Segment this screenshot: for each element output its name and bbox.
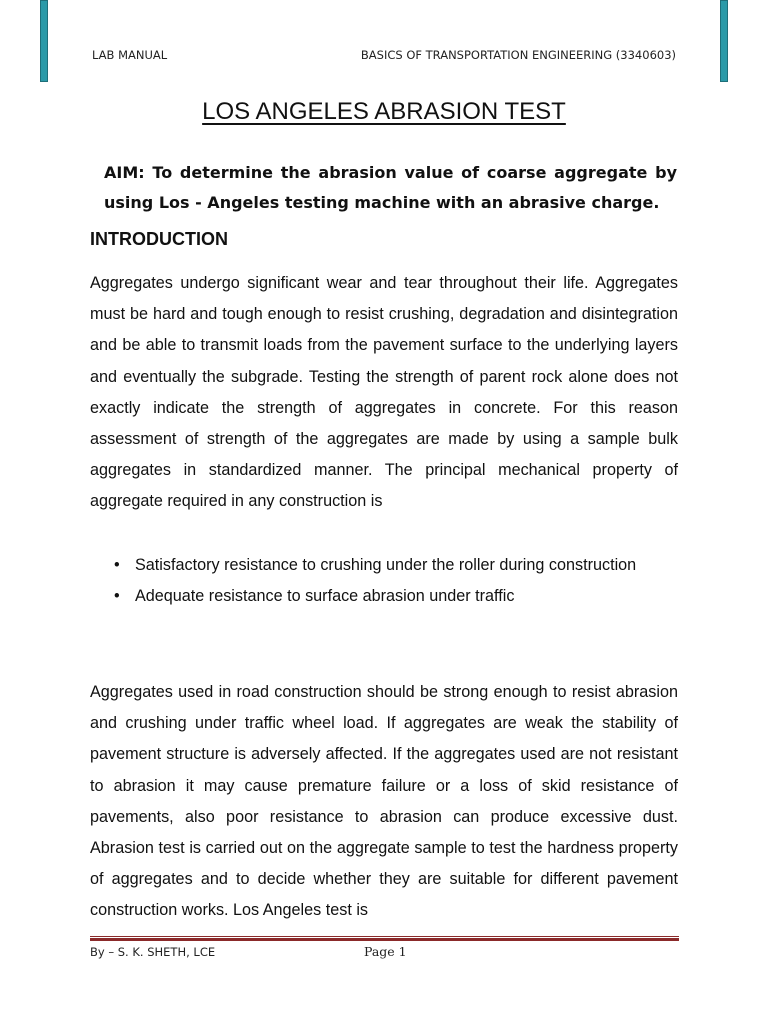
right-margin-bar bbox=[720, 0, 728, 82]
header-left-text: LAB MANUAL bbox=[92, 48, 168, 62]
footer-author: By – S. K. SHETH, LCE bbox=[90, 945, 216, 959]
header-right-text: BASICS OF TRANSPORTATION ENGINEERING (3340603) bbox=[360, 48, 676, 62]
list-item-text: Satisfactory resistance to crushing under the roller during construction bbox=[135, 556, 637, 574]
introduction-paragraph-2: Aggregates used in road construction should be strong enough to resist abrasion and crushing under traffic wheel load. If aggregates are weak the stability of pavement structure is adversely affected. If the aggregates used are not resistant to abrasion it may cause premature failure or a loss of skid resistance of pavements, also poor resistance to abrasion can produce excessive dust. Abrasion test is carried out on the aggregate sample to test the hardness property of aggregates and to decide whether they are suitable for different pavement construction works. Los Angeles test is bbox=[90, 683, 678, 920]
list-item bbox=[90, 581, 678, 612]
introduction-heading: INTRODUCTION bbox=[90, 229, 228, 249]
list-item-text: Adequate resistance to surface abrasion under traffic bbox=[135, 587, 515, 606]
aim-statement: AIM: To determine the abrasion value of coarse aggregate by using Los - Angeles testing machine with an abrasive charge. bbox=[104, 163, 677, 212]
introduction-paragraph-1: Aggregates undergo significant wear and tear throughout their life. Aggregates must be hard and tough enough to resist crushing, degradation and disintegration and be able to transmit loads from the pavement surface to the underlying layers and eventually the subgrade. Testing the strength of parent rock alone does not exactly indicate the strength of aggregates in concrete. For this reason assessment of strength of the aggregates are made by using a sample bulk aggregates in standardized manner. The principal mechanical property of aggregate required in any construction is bbox=[90, 274, 678, 511]
left-margin-bar bbox=[40, 0, 48, 82]
footer-divider bbox=[90, 936, 679, 941]
bullet-icon: • bbox=[114, 587, 120, 606]
bullet-icon: • bbox=[114, 556, 120, 574]
page-number: Page 1 bbox=[364, 944, 407, 959]
property-list bbox=[90, 550, 678, 612]
page-title: LOS ANGELES ABRASION TEST bbox=[202, 98, 566, 125]
list-item bbox=[90, 550, 678, 581]
